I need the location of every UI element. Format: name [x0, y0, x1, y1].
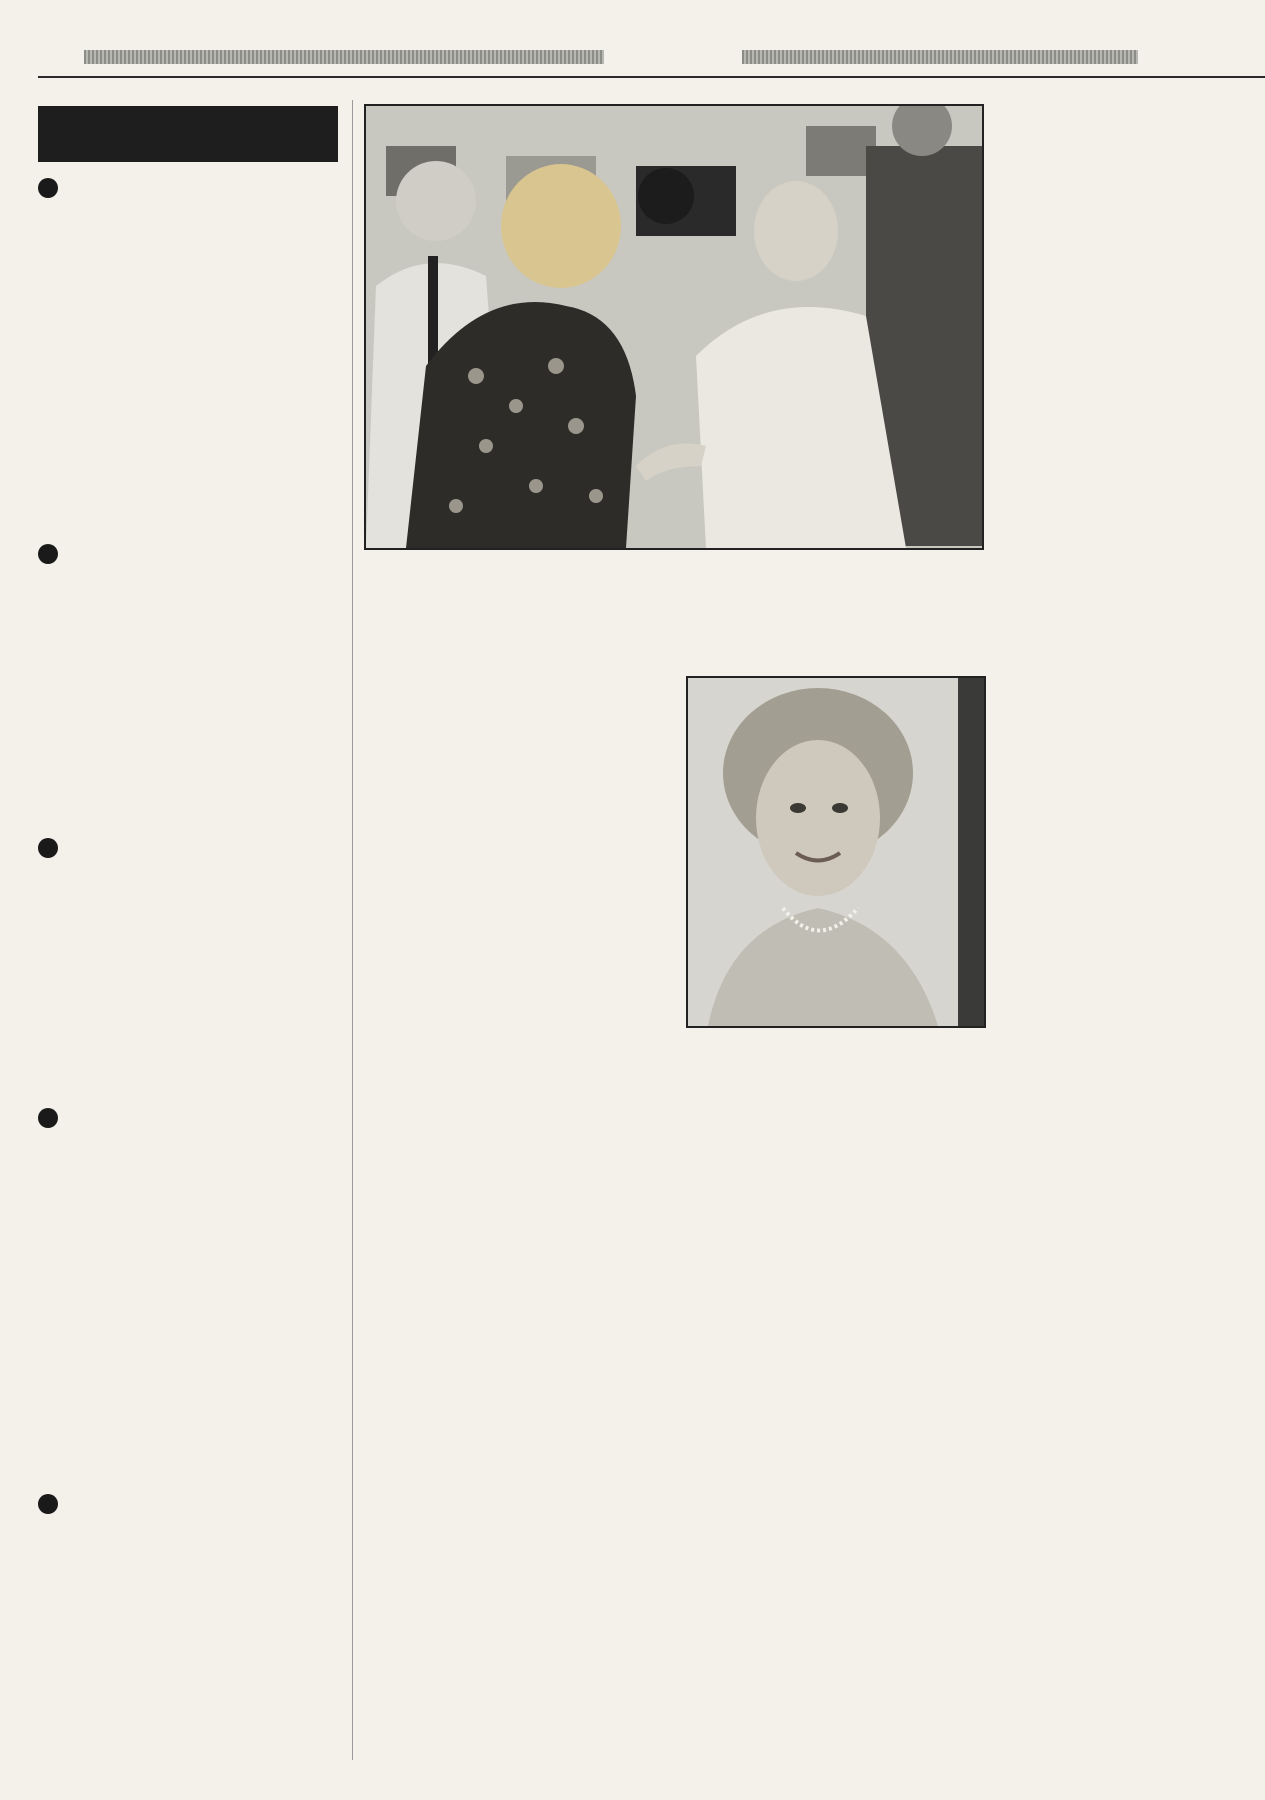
section-heading: [38, 1486, 340, 1524]
article-main-col1: [364, 672, 662, 676]
bullet-icon: [38, 544, 58, 564]
bullet-icon: [38, 1494, 58, 1514]
termine-section-talente: [38, 170, 340, 214]
photo-illustration: [366, 106, 982, 548]
termine-section-bruecke-andau: [38, 1100, 340, 1144]
section-heading: [38, 830, 340, 868]
termine-title: [38, 106, 338, 162]
article-top-body: [1008, 182, 1265, 590]
bullet-icon: [38, 1108, 58, 1128]
header-bar-right: [742, 50, 1138, 64]
column-rule: [352, 100, 353, 1760]
termine-section-klavierabend: [38, 830, 340, 874]
photo-christa-prets: [686, 676, 986, 1028]
article-main-col3: [1008, 668, 1265, 1748]
section-heading: [38, 1100, 340, 1138]
portrait-illustration: [688, 678, 984, 1026]
termine-section-innen-aussen: [38, 536, 340, 580]
section-heading: [38, 170, 340, 208]
bullet-icon: [38, 178, 58, 198]
header-bar-left: [84, 50, 604, 64]
header-rule: [38, 76, 1265, 78]
photo-menuhin: [364, 104, 984, 550]
section-heading: [38, 536, 340, 574]
bullet-icon: [38, 838, 58, 858]
termine-section-galerie: [38, 1486, 340, 1530]
